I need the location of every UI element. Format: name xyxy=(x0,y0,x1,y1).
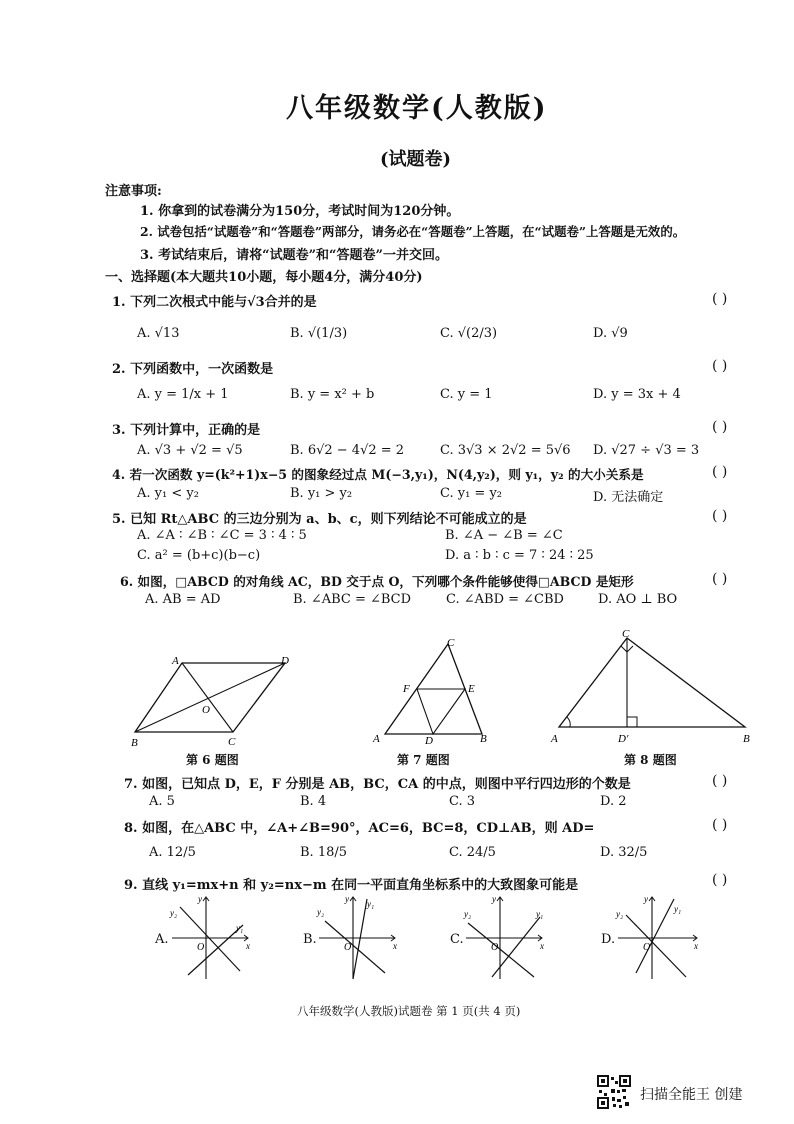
answer-paren-5[interactable]: ( ) xyxy=(712,508,728,524)
q9b-x-axis-label: x xyxy=(393,941,397,951)
fig6-label-a: A xyxy=(172,655,179,667)
q3-option-b: B. 6√2 − 4√2 = 2 xyxy=(290,443,405,458)
q9c-y2-label: y₂ xyxy=(464,909,472,919)
answer-paren-8[interactable]: ( ) xyxy=(712,817,728,833)
q8-option-c: C. 24/5 xyxy=(449,845,496,860)
fig8-label-d-prime: D′ xyxy=(618,733,629,745)
q7-option-a: A. 5 xyxy=(149,794,175,809)
qr-code-icon xyxy=(597,1075,631,1109)
fig7-label-a: A xyxy=(373,733,380,745)
q6-option-b: B. ∠ABC = ∠BCD xyxy=(293,592,412,607)
q9d-origin-label: O xyxy=(643,942,651,953)
q6-option-c: C. ∠ABD = ∠CBD xyxy=(446,592,564,607)
question-4-stem: 4. 若一次函数 y=(k²+1)x−5 的图象经过点 M(−3,y₁)，N(4,y₂)，则 y₁，y₂ 的大小关系是 xyxy=(112,467,644,482)
section-heading: 一、选择题(本大题共10小题，每小题4分，满分40分) xyxy=(105,270,423,285)
q9a-y-axis-label: y xyxy=(198,894,202,904)
q9-option-c-graph xyxy=(462,893,547,983)
q9-option-b-graph xyxy=(315,893,400,983)
q8-option-b: B. 18/5 xyxy=(300,845,348,860)
q9d-y1-label: y₁ xyxy=(674,904,682,914)
q9b-y-axis-label: y xyxy=(345,894,349,904)
q9-option-a-label: A. xyxy=(155,932,169,947)
notice-item-1: 1. 你拿到的试卷满分为150分，考试时间为120分钟。 xyxy=(140,204,460,219)
q1-option-a: A. √13 xyxy=(137,326,180,341)
answer-paren-9[interactable]: ( ) xyxy=(712,872,728,888)
q9a-y2-label: y₂ xyxy=(170,908,178,918)
figure-7-caption: 第 7 题图 xyxy=(397,753,450,767)
question-9-stem: 9. 直线 y₁=mx+n 和 y₂=nx−m 在同一平面直角坐标系中的大致图象可能是 xyxy=(124,878,579,893)
figure-6-caption: 第 6 题图 xyxy=(186,753,239,767)
question-1-stem: 1. 下列二次根式中能与√3合并的是 xyxy=(112,295,317,310)
q9a-y1-label: y₁ xyxy=(236,923,244,933)
question-3-stem: 3. 下列计算中，正确的是 xyxy=(112,423,261,438)
q1-option-b: B. √(1/3) xyxy=(290,326,348,341)
page-footer: 八年级数学(人教版)试题卷 第 1 页(共 4 页) xyxy=(297,1004,521,1018)
answer-paren-7[interactable]: ( ) xyxy=(712,773,728,789)
question-8-stem: 8. 如图，在△ABC 中，∠A+∠B=90°，AC=6，BC=8，CD⊥AB，则 AD= xyxy=(124,821,595,836)
fig6-label-c: C xyxy=(228,736,236,748)
q1-option-d: D. √9 xyxy=(593,326,628,341)
q5-option-a: A. ∠A ∶ ∠B ∶ ∠C = 3 ∶ 4 ∶ 5 xyxy=(137,528,307,543)
q8-option-d: D. 32/5 xyxy=(600,845,648,860)
fig7-label-e: E xyxy=(468,683,475,695)
q9d-y2-label: y₂ xyxy=(616,909,624,919)
answer-paren-4[interactable]: ( ) xyxy=(712,464,728,480)
q9d-x-axis-label: x xyxy=(694,941,698,951)
fig6-label-d: D xyxy=(281,655,289,667)
q9b-y1-label: y₁ xyxy=(367,899,375,909)
notice-heading: 注意事项: xyxy=(105,184,162,199)
fig6-label-b: B xyxy=(131,737,138,749)
fig7-label-d: D xyxy=(425,735,433,747)
q9c-x-axis-label: x xyxy=(540,941,544,951)
notice-item-2: 2. 试卷包括“试题卷”和“答题卷”两部分，请务必在“答题卷”上答题，在“试题卷”上答题是无效的。 xyxy=(140,224,686,239)
q2-option-c: C. y = 1 xyxy=(440,387,493,402)
q6-option-d: D. AO ⊥ BO xyxy=(598,592,678,607)
q2-option-d: D. y = 3x + 4 xyxy=(593,387,681,402)
question-6-stem: 6. 如图，□ABCD 的对角线 AC，BD 交于点 O，下列哪个条件能够使得□ABCD 是矩形 xyxy=(120,574,634,589)
figure-8-caption: 第 8 题图 xyxy=(624,753,677,767)
q9b-origin-label: O xyxy=(344,942,352,953)
fig8-label-b: B xyxy=(743,733,750,745)
fig6-label-o: O xyxy=(202,704,210,716)
q8-option-a: A. 12/5 xyxy=(149,845,196,860)
page-title: 八年级数学(人教版) xyxy=(286,93,548,124)
q9a-x-axis-label: x xyxy=(246,941,250,951)
figure-6-parallelogram xyxy=(125,650,300,750)
page-subtitle: (试题卷) xyxy=(380,149,452,170)
q4-option-a: A. y₁ < y₂ xyxy=(137,486,199,501)
fig7-label-f: F xyxy=(403,683,410,695)
figure-7-triangle xyxy=(370,634,495,749)
notice-item-3: 3. 考试结束后，请将“试题卷”和“答题卷”一并交回。 xyxy=(140,248,449,263)
q9-option-a-graph xyxy=(168,893,253,983)
q5-option-c: C. a² = (b+c)(b−c) xyxy=(137,548,261,563)
question-2-stem: 2. 下列函数中，一次函数是 xyxy=(112,362,274,377)
answer-paren-6[interactable]: ( ) xyxy=(712,571,728,587)
q9-option-d-graph xyxy=(614,893,702,983)
q9c-y-axis-label: y xyxy=(492,894,496,904)
camscanner-watermark: 扫描全能王 创建 xyxy=(640,1087,743,1103)
q3-option-c: C. 3√3 × 2√2 = 5√6 xyxy=(440,443,571,458)
q9d-y-axis-label: y xyxy=(644,894,648,904)
figure-8-right-triangle xyxy=(545,625,760,750)
q1-option-c: C. √(2/3) xyxy=(440,326,498,341)
q2-option-b: B. y = x² + b xyxy=(290,387,375,402)
q3-option-a: A. √3 + √2 = √5 xyxy=(137,443,243,458)
q9c-y1-label: y₁ xyxy=(536,909,544,919)
question-5-stem: 5. 已知 Rt△ABC 的三边分别为 a、b、c，则下列结论不可能成立的是 xyxy=(112,512,527,527)
q5-option-d: D. a ∶ b ∶ c = 7 ∶ 24 ∶ 25 xyxy=(445,548,594,563)
q2-option-a: A. y = 1/x + 1 xyxy=(137,387,229,402)
q4-option-d: D. 无法确定 xyxy=(593,490,664,505)
q9b-y2-label: y₂ xyxy=(317,907,325,917)
answer-paren-3[interactable]: ( ) xyxy=(712,419,728,435)
q6-option-a: A. AB = AD xyxy=(145,592,221,607)
answer-paren-1[interactable]: ( ) xyxy=(712,291,728,307)
q9-option-c-label: C. xyxy=(450,932,464,947)
q9a-origin-label: O xyxy=(197,942,205,953)
answer-paren-2[interactable]: ( ) xyxy=(712,358,728,374)
q9c-origin-label: O xyxy=(491,942,499,953)
q5-option-b: B. ∠A − ∠B = ∠C xyxy=(445,528,563,543)
fig8-label-a: A xyxy=(551,733,558,745)
q7-option-c: C. 3 xyxy=(449,794,476,809)
q9-option-d-label: D. xyxy=(601,932,616,947)
q9-option-b-label: B. xyxy=(303,932,317,947)
fig8-label-c: C xyxy=(622,628,630,640)
q4-option-c: C. y₁ = y₂ xyxy=(440,486,503,501)
question-7-stem: 7. 如图，已知点 D，E，F 分别是 AB，BC，CA 的中点，则图中平行四边形的个数是 xyxy=(124,777,631,792)
q3-option-d: D. √27 ÷ √3 = 3 xyxy=(593,443,700,458)
fig7-label-b: B xyxy=(480,733,487,745)
q4-option-b: B. y₁ > y₂ xyxy=(290,486,353,501)
fig7-label-c: C xyxy=(447,637,455,649)
q7-option-b: B. 4 xyxy=(300,794,327,809)
q7-option-d: D. 2 xyxy=(600,794,627,809)
